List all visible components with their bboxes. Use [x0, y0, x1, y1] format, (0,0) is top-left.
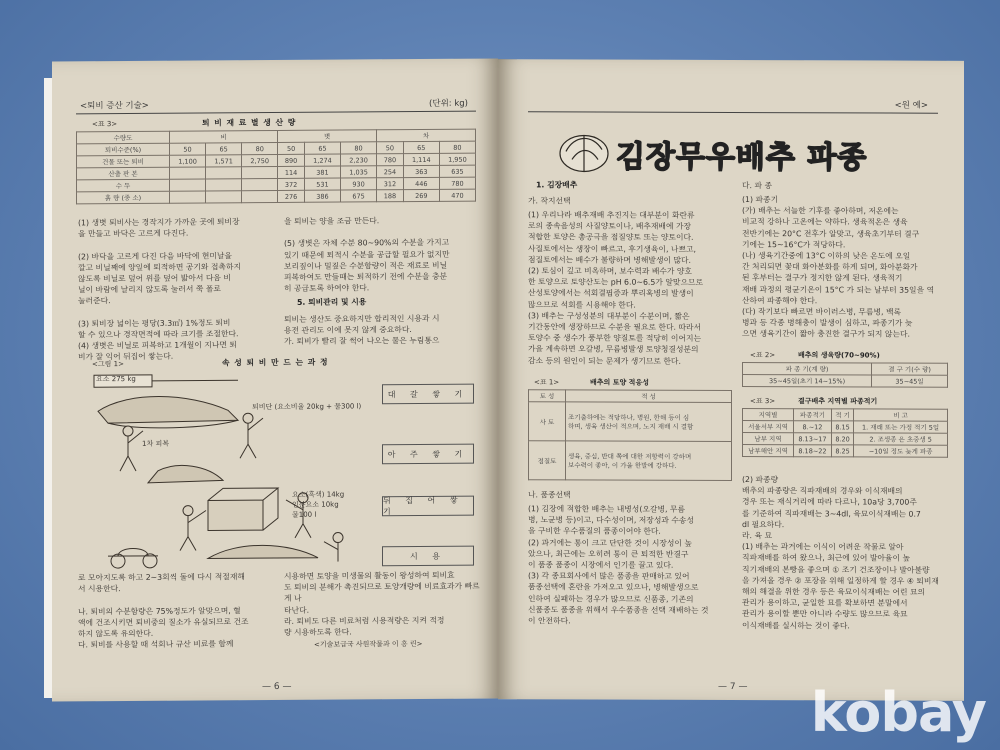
- open-booklet: [52, 60, 964, 700]
- row-label: 흙 량 (중 소): [77, 191, 170, 204]
- cell: 930: [341, 178, 377, 190]
- cell: 65: [403, 141, 439, 153]
- table-header-row: [743, 409, 948, 422]
- cell: 남부해안 지역: [743, 445, 794, 457]
- table1-title: 배추의 토양 적응성: [590, 378, 649, 387]
- left-bottom-col1: 로 모아지도록 하고 2~3회씩 돌에 다시 적절재해 서 시용한다. 나. 퇴비의 수분함량은 75%정도가 알맞으며, 혈 액에 건조시키면 퇴비중의 질소가 유실되므로 건조 하지 않도록 유의한다. 다. 퇴비를 사용할 때 석회나 규산 비료를 함께: [78, 572, 249, 650]
- cell: 372: [278, 178, 305, 190]
- cell: 80: [341, 142, 377, 154]
- cell: 780: [377, 154, 404, 166]
- right-col1-text: (1) 우리나라 배추재배 추진지는 대부분이 화란류 로의 종속음성의 사질양토이나, 배추재배에 가장 적합한 토양은 총공극을 점질양토 또는 양토이다. 사질토에서는 생장이 빠르고, 후기생육이, 나쁘고, 점질토에서는 배수가 불량하며 병해발생이 많다. (2) 토심이 깊고 비옥하며, 보수력과 배수가 양호 한 토양으로 토양산도는 pH 6.0~6.5가 알맞으므로 산성토양에서는 석회결핍증과 뿌리혹병의 발생이 많으므로 석회를 시용해야 한다. (3) 배추는 구성성분의 대부분이 수분이며, 짧은 기간동안에 생장하므로 수분을 필요로 한다. 따라서 토양수 중 생수가 풍부한 양질토를 적당히 이어지는 가을 계속하면 오갈병, 무름병발생 토양청결성분의 감소 등의 원인이 되는 문제가 생기므로 한다.: [528, 210, 704, 366]
- author-line: <기술보급국 사원작물과 이 흥 린>: [314, 639, 423, 649]
- figure-note: 요소(흑색) 14kg 인분요소 10kg 물100 l: [292, 490, 345, 519]
- section1-title: 1. 김장배추: [536, 180, 578, 190]
- table-row: [529, 402, 732, 442]
- step-label: 시 용: [382, 546, 474, 567]
- cell: 2,230: [341, 154, 377, 166]
- figure-note: 1차 피복: [142, 439, 169, 448]
- cell: 269: [403, 189, 439, 201]
- cell: 8.15: [831, 421, 853, 433]
- table-header-cell: 비: [170, 130, 278, 143]
- cell: 1,114: [403, 153, 439, 165]
- cell: 50: [170, 143, 206, 155]
- header-rule: [528, 111, 938, 113]
- cell: 생육, 중심, 반대 쪽에 대한 저항력이 강하며 보수력이 좋아, 이 가을 한발에 강하다.: [566, 441, 732, 481]
- figure-note: 퇴비단 (요소비율 20kg + 물300 l): [252, 402, 362, 412]
- watermark: kobay: [810, 681, 986, 744]
- cell: 531: [304, 178, 340, 190]
- row-label: 건물 또는 퇴비: [77, 155, 170, 168]
- cell: 381: [304, 166, 340, 178]
- right-col1-lower: (1) 김장에 적합한 배추는 내병성(오갈병, 무름 병, 노균병 등)이고, 다수성이며, 저장성과 수송성 을 구비한 우수품질의 품종이어야 한다. (2) 과거에는 통이 크고 단단한 것이 시장성이 높 았으나, 최근에는 오히려 통이 큰 퇴적한 반결구 이 품종 품종이 시장에서 인기를 끌고 있다. (3) 각 종묘회사에서 많은 품종을 판매하고 있어 품종선택에 혼란을 가져오고 있으나, 병해발생으로 인하여 실패하는 경우가 많으므로 신품종, 기존의 신품종도 품종을 위해서 우수품종을 선택 재배하는 것 이 안전하다.: [528, 504, 709, 626]
- sowing-table: [742, 408, 948, 458]
- growth-table: [742, 362, 948, 388]
- table-header-cell: 결 구 기(수 량): [872, 363, 948, 375]
- table3-title: 결구배추 지역별 파종적기: [798, 397, 878, 406]
- cell: 114: [278, 166, 305, 178]
- cabbage-illustration: [556, 125, 614, 175]
- row-label: 수 두: [77, 179, 170, 192]
- right-col2-lower: (2) 파종량 배추의 파종량은 직파재배의 경우와 이식재배의 경우 또는 재식거리에 따라 다르나, 10a당 3,700주 를 기준하여 직파재배는 3~4dl, 육묘이식재배는 0.7 dl 필요하다. 라. 육 묘 (1) 배추는 과거에는 이식이 어려운 작물로 알아 직파재배를 하여 왔으나, 최근에 있어 발아율이 높 직기재배의 본빵을 좋으며 ① 조기 건조장이나 발아불량 을 가져올 경우 ② 포장을 위해 일정하게 할 경우 ④ 퇴비재 해의 해결을 위한 경우 등은 육묘이식재배는 어린 묘의 관리가 용이하고, 균일한 묘를 확보하면 분말에서 관리가 용이할 뿐만 아니라 수량도 많으므로 육묘 이식재배를 실시하는 것이 좋다.: [742, 475, 939, 631]
- cell: 470: [439, 189, 475, 201]
- table-header-cell: 지역별: [743, 409, 794, 421]
- cell: 8.20: [831, 433, 853, 445]
- cell: 312: [377, 178, 404, 190]
- table-row: [743, 421, 948, 434]
- cell: 35~45일: [872, 375, 948, 387]
- cell: 8.25: [831, 445, 853, 457]
- table-row: [743, 375, 948, 388]
- section5-text: 퇴비는 생산도 중요하지만 합리적인 시용과 시 용전 관리도 이에 못지 않게 중요하다. 가. 퇴비가 빨리 잘 썩어 나오는 물은 누림통으: [284, 313, 440, 347]
- cell: 35~45일(초기 14~15%): [743, 375, 872, 387]
- cell: 1. 재래 또는 가정 적기 5일: [854, 421, 948, 433]
- figure-label: <그림 1>: [92, 360, 124, 369]
- cell: 1,035: [341, 166, 377, 178]
- table2-label: <표 2>: [750, 351, 776, 360]
- table2-title: 배추의 생육량(70~90%): [798, 351, 880, 360]
- right-col2-text: (1) 파종기 (가) 배추는 서늘한 기후를 좋아하며, 저온에는 비교적 강하나 고온에는 약하다. 생육적온은 생육 전반기에는 20°C 전후가 알맞고, 생육초기부터 결구 기에는 15~16°C가 적당하다. (나) 생육기간중에 13°C 이하의 낮은 온도에 오일 간 처리되면 꽃대 화아분화를 하게 되며, 화아분화가 된 후부터는 결구가 정지한 않게 된다. 생육적기 재배 과정의 평균기온이 15°C 가 되는 날부터 35일을 역 산하여 파종해야 한다. (다) 작기보다 빠르면 바이러스병, 무름병, 백록 병과 등 각종 병해충이 발생이 심하고, 파종기가 늦 으면 생육기간이 짧아 충진한 결구가 되지 않는다.: [742, 195, 935, 340]
- cell: 1,950: [439, 153, 475, 165]
- cell: 65: [304, 142, 340, 154]
- cell: 80: [242, 142, 278, 154]
- table-row: [529, 441, 732, 481]
- cell: 446: [403, 177, 439, 189]
- subsection-title: 나. 품종선택: [528, 490, 571, 500]
- cell: 363: [403, 165, 439, 177]
- table-row: [77, 189, 476, 204]
- cell: 50: [278, 142, 305, 154]
- cell: 서울서부 지역: [743, 421, 794, 433]
- cell: 890: [278, 154, 305, 166]
- left-bottom-col2: 시용하면 토양을 미생물의 활동이 왕성하여 퇴비효 도 퇴비의 분해가 촉진되므로 토양개량에 비료효과가 빠르게 나 타난다. 라. 퇴비도 다른 비료처럼 시용적량은 지켜 적정 량 시용하도록 한다.: [284, 570, 480, 637]
- table-header-cell: 차: [377, 129, 476, 142]
- cell: 남부 지역: [743, 433, 794, 445]
- cell: 386: [304, 190, 340, 202]
- cell: 188: [377, 190, 404, 202]
- article-title: 김장무우배추 파종: [616, 139, 868, 176]
- row-label: 퇴비수준(%): [77, 143, 170, 156]
- table-header-row: [529, 390, 732, 403]
- composting-illustration: [88, 369, 378, 571]
- cell: 635: [439, 165, 475, 177]
- table-header-cell: 볏: [278, 130, 377, 143]
- page-number-left: — 6 —: [262, 681, 292, 693]
- table-row: [743, 433, 948, 446]
- left-page: [52, 58, 498, 701]
- table1-label: <표 1>: [534, 378, 560, 387]
- cell: 254: [377, 166, 404, 178]
- table-row: [743, 445, 948, 458]
- table-header-cell: 적 기: [831, 409, 853, 421]
- table-header-cell: 파 종 기(계 량): [743, 363, 872, 375]
- table-header-cell: 적 성: [566, 390, 732, 403]
- table-header-cell: 수량도: [77, 131, 170, 144]
- cell: 8.18~22: [794, 445, 832, 457]
- subsection-title: 가. 작지선택: [528, 196, 571, 206]
- section5-title: 5. 퇴비관리 및 시용: [297, 297, 367, 307]
- cell: 80: [439, 141, 475, 153]
- cell: 276: [278, 190, 305, 202]
- cell: 조기출하에는 적당하나, 병원, 한해 등이 심 하며, 생육 생산이 적으며, 노지 재배 시 결함: [566, 402, 732, 442]
- figure-title: 속 성 퇴 비 만 드 는 과 정: [222, 357, 329, 368]
- left-header: <퇴비 증산 기술>: [80, 100, 149, 112]
- soil-table: [528, 389, 732, 481]
- cell: 점질토: [529, 441, 566, 480]
- cell: 8.~12: [794, 421, 832, 433]
- table-label: <표 3>: [92, 120, 118, 129]
- cell: ~10일 정도 늦게 파종: [854, 445, 948, 457]
- table-title: 퇴 비 재 료 별 생 산 량: [202, 117, 297, 128]
- right-header: <원 예>: [894, 100, 928, 111]
- header-rule: [76, 111, 476, 115]
- cell: 8.13~17: [794, 433, 832, 445]
- right-page: [498, 59, 964, 701]
- step-label: 아 주 쌓 기: [382, 444, 474, 465]
- row-label: 산출 판 본: [77, 167, 170, 180]
- cell: 780: [439, 177, 475, 189]
- cell: 1,274: [304, 154, 340, 166]
- table3-label: <표 3>: [750, 397, 776, 406]
- cell: 2. 조생종 은 초중생 5: [854, 433, 948, 445]
- cell: 50: [377, 142, 404, 154]
- figure-note: 요소 275 kg: [96, 374, 136, 384]
- table-header-row: [743, 363, 948, 376]
- cell: 675: [341, 190, 377, 202]
- step-label: 뒤 집 어 쌓 기: [382, 496, 474, 517]
- page-number-right: — 7 —: [718, 681, 748, 693]
- production-table: [76, 129, 476, 205]
- cell: 65: [206, 143, 242, 155]
- cell: 2,750: [242, 154, 278, 166]
- table-header-cell: 토 성: [529, 390, 566, 402]
- table-header-cell: 파종적기: [794, 409, 832, 421]
- cell: 사 토: [529, 402, 566, 441]
- subsection-title: 다. 파 종: [742, 181, 773, 191]
- left-col1-text: (1) 생볏 퇴비사는 경작지가 가까운 곳에 퇴비장 을 만들고 바닥은 고르게 다진다. (2) 바닥을 고르게 다진 다음 바닥에 현미날을 깔고 비닐째에 양잎에 퇴적하면 공기와 접촉하지 않도록 비닐로 덮어 위를 덮어 밟아서 다음 비 닐이 바람에 날리지 않도록 눌러서 쭉 폴로 눌러준다. (3) 퇴비장 넓이는 평당(3.3㎡) 1%정도 퇴비 할 수 있으나 경작면적에 따라 크기를 조절한다. (4) 생볏은 비닐로 피복하고 1개월이 지나면 퇴 비가 잘 익어 뒤집어 쌓는다.: [78, 217, 242, 362]
- table-header-cell: 비 고: [854, 409, 948, 421]
- cell: 1,100: [170, 155, 206, 167]
- step-label: 대 갈 쌓 기: [382, 384, 474, 405]
- cell: 1,571: [206, 155, 242, 167]
- unit-label: (단위: kg): [429, 98, 468, 109]
- left-col2-text: 을 퇴비는 양을 조금 만든다. (5) 생볏은 자체 수분 80~90%의 수분을 가지고 있기 때문에 퇴적시 수분을 공급할 필요가 없지만 보리짚이나 밀짚은 수분함량이 적은 재료로 비닐 피복하여도 만들때는 퇴적하기 전에 수분을 충분 히 공급토록 하여야 한다.: [284, 216, 450, 294]
